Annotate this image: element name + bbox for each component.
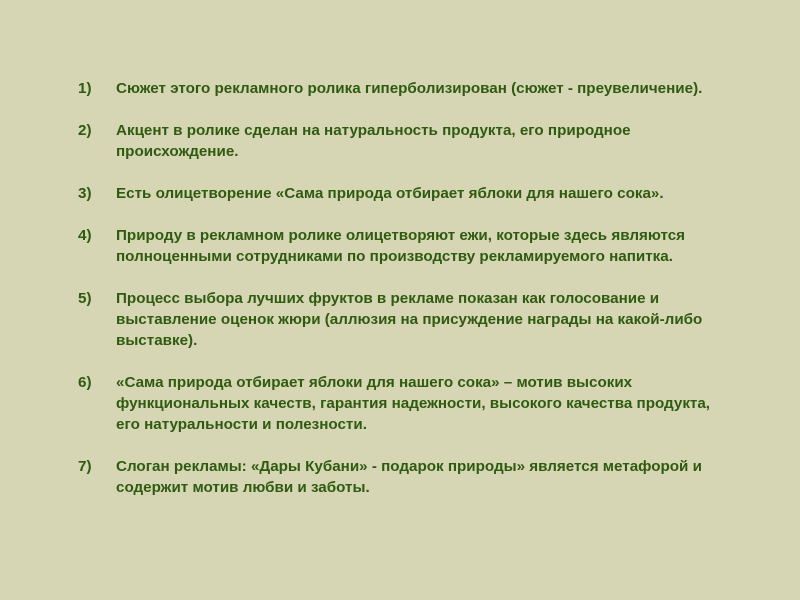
list-item-number: 5): [78, 290, 92, 307]
list-item-number: 4): [78, 227, 92, 244]
list-item-text: «Сама природа отбирает яблоки для нашего сока» – мотив высоких функциональных качеств, гарантия надежности, высокого качества продукта, его натуральности и полезности.: [116, 374, 711, 433]
list-item-text: Сюжет этого рекламного ролика гиперболизирован (сюжет - преувеличение).: [116, 80, 703, 97]
list-item-number: 7): [78, 458, 92, 475]
list-item-text: Акцент в ролике сделан на натуральность продукта, его природное происхождение.: [116, 122, 631, 160]
list-item-text: Есть олицетворение «Сама природа отбирает яблоки для нашего сока».: [116, 185, 664, 202]
list-item-text: Природу в рекламном ролике олицетворяют ежи, которые здесь являются полноценными сотрудниками по производству рекламируемого напитка.: [116, 227, 686, 265]
list-item: [78, 78, 728, 99]
list-item: [78, 225, 728, 267]
list-item-number: 6): [78, 374, 92, 391]
list-item-text: Процесс выбора лучших фруктов в рекламе показан как голосование и выставление оценок жюри (аллюзия на присуждение награды на какой-либо выставке).: [116, 290, 703, 349]
list-item-number: 2): [78, 122, 92, 139]
list-item: [78, 183, 728, 204]
list-item: [78, 120, 728, 162]
list-item: [78, 288, 728, 351]
list-item-text: Слоган рекламы: «Дары Кубани» - подарок природы» является метафорой и содержит мотив любви и заботы.: [116, 458, 702, 496]
list-item: [78, 372, 728, 435]
numbered-list: [78, 78, 728, 498]
list-item: [78, 456, 728, 498]
list-item-number: 1): [78, 80, 92, 97]
list-item-number: 3): [78, 185, 92, 202]
